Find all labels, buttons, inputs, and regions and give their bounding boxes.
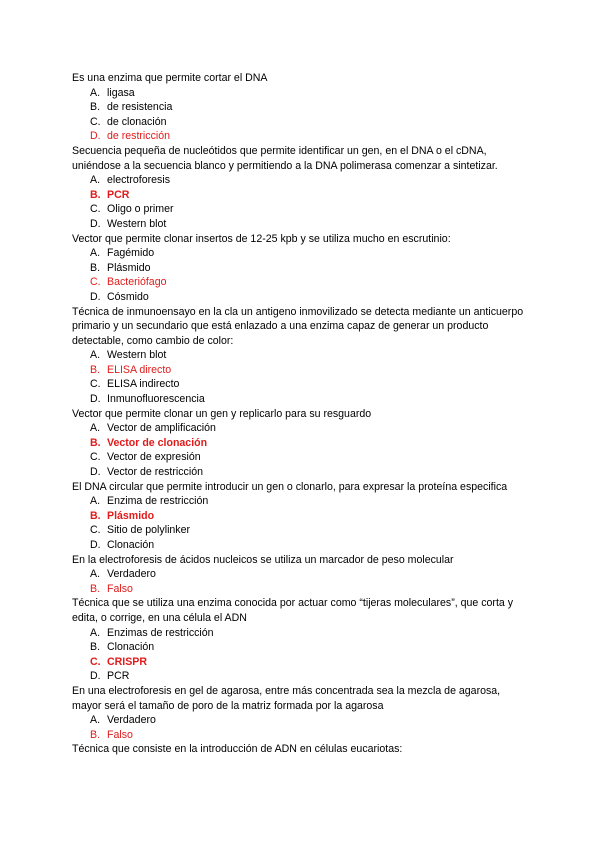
option-text: Enzima de restricción <box>107 495 209 508</box>
answer-options <box>72 567 528 596</box>
option-letter: B. <box>90 261 101 274</box>
question-text: Vector que permite clonar un gen y replicarlo para su resguardo <box>72 407 372 420</box>
option-text: Verdadero <box>107 568 156 581</box>
option-letter: B. <box>90 101 101 114</box>
question-text: Técnica de inmunoensayo en la cla un antigeno inmovilizado se detecta mediante un anticuerpo primario y un secundario que está enlazado a una enzima capaz de generar un producto detectable, como cambio de color: <box>72 305 524 347</box>
answer-options <box>72 246 528 304</box>
answer-option-correct <box>72 655 528 670</box>
option-letter: B. <box>90 728 101 741</box>
option-letter: C. <box>90 115 101 128</box>
option-letter: B. <box>90 509 101 522</box>
answer-option <box>72 392 528 407</box>
option-text: Inmunofluorescencia <box>107 393 205 406</box>
option-letter: A. <box>90 422 101 435</box>
answer-option <box>72 494 528 509</box>
option-text: Cósmido <box>107 290 149 303</box>
option-text: de resistencia <box>107 101 173 114</box>
option-text: Clonación <box>107 539 155 551</box>
option-text: Vector de amplificación <box>107 422 216 435</box>
option-letter: A. <box>90 626 101 639</box>
question-text: El DNA circular que permite introducir un gen o clonarlo, para expresar la proteína especifica <box>72 480 508 493</box>
option-letter: B. <box>90 188 101 201</box>
question-text: Técnica que consiste en la introducción de ADN en células eucariotas: <box>72 743 403 756</box>
question-block <box>72 480 528 553</box>
option-letter: D. <box>90 290 101 303</box>
answer-option-correct <box>72 436 528 451</box>
answer-option <box>72 640 528 655</box>
option-text: Western blot <box>107 217 167 230</box>
option-letter: A. <box>90 174 101 187</box>
answer-option <box>72 567 528 582</box>
answer-option <box>72 669 528 684</box>
option-letter: C. <box>90 655 101 668</box>
option-letter: A. <box>90 86 101 99</box>
answer-option <box>72 173 528 188</box>
answer-option <box>72 713 528 728</box>
answer-option-correct <box>72 188 528 203</box>
option-text: de restricción <box>107 130 170 143</box>
option-letter: B. <box>90 582 101 595</box>
question-text: En la electroforesis de ácidos nucleicos se utiliza un marcador de peso molecular <box>72 553 454 566</box>
answer-option <box>72 86 528 101</box>
answer-option <box>72 261 528 276</box>
option-text: Oligo o primer <box>107 203 174 216</box>
option-text: Plásmido <box>107 261 151 274</box>
answer-option <box>72 450 528 465</box>
question-block <box>72 232 528 305</box>
answer-option <box>72 100 528 115</box>
answer-option-correct <box>72 582 528 597</box>
option-text: Bacteriófago <box>107 276 167 289</box>
answer-options <box>72 86 528 144</box>
option-letter: C. <box>90 451 101 464</box>
option-text: Fagémido <box>107 247 155 260</box>
option-letter: D. <box>90 393 101 406</box>
answer-option <box>72 421 528 436</box>
option-letter: C. <box>90 378 101 391</box>
option-letter: B. <box>90 641 101 654</box>
option-text: Vector de clonación <box>107 436 208 449</box>
answer-option <box>72 538 528 553</box>
answer-option <box>72 217 528 232</box>
answer-option <box>72 377 528 392</box>
option-letter: B. <box>90 436 101 449</box>
option-letter: D. <box>90 670 101 683</box>
answer-options <box>72 348 528 406</box>
question-block <box>72 553 528 597</box>
question-block <box>72 596 528 684</box>
option-text: Western blot <box>107 349 167 362</box>
option-text: ELISA indirecto <box>107 378 180 391</box>
answer-options <box>72 421 528 479</box>
option-letter: D. <box>90 466 101 479</box>
option-letter: C. <box>90 524 101 537</box>
question-text: Secuencia pequeña de nucleótidos que permite identificar un gen, en el DNA o el cDNA, uniéndose a la secuencia blanco y permitiendo a la DNA polimerasa comenzar a sintetizar. <box>72 144 498 172</box>
answer-options <box>72 713 528 742</box>
question-text: En una electroforesis en gel de agarosa, entre más concentrada sea la mezcla de agarosa, mayor será el tamaño de poro de la matriz formada por la agarosa <box>72 684 501 712</box>
option-text: Sitio de polylinker <box>107 524 191 537</box>
answer-options <box>72 173 528 231</box>
option-text: Falso <box>107 582 133 595</box>
option-text: ELISA directo <box>107 363 172 376</box>
option-letter: A. <box>90 568 101 581</box>
option-text: electroforesis <box>107 174 170 187</box>
option-letter: B. <box>90 363 101 376</box>
question-block <box>72 71 528 144</box>
answer-options <box>72 626 528 684</box>
answer-option-correct <box>72 129 528 144</box>
answer-option <box>72 115 528 130</box>
answer-option <box>72 626 528 641</box>
option-text: Verdadero <box>107 714 156 727</box>
option-letter: C. <box>90 276 101 289</box>
option-letter: A. <box>90 714 101 727</box>
question-block <box>72 305 528 407</box>
question-text: Técnica que se utiliza una enzima conocida por actuar como “tijeras moleculares”, que corta y edita, o corrige, en una célula el ADN <box>72 597 514 624</box>
option-letter: C. <box>90 203 101 216</box>
answer-option <box>72 290 528 305</box>
answer-options <box>72 494 528 552</box>
option-letter: A. <box>90 495 101 508</box>
option-text: Vector de expresión <box>107 451 201 464</box>
answer-option <box>72 348 528 363</box>
option-letter: A. <box>90 349 101 362</box>
question-text: Es una enzima que permite cortar el DNA <box>72 72 268 84</box>
answer-option <box>72 523 528 538</box>
option-text: ligasa <box>107 86 135 99</box>
question-block <box>72 144 528 232</box>
answer-option <box>72 202 528 217</box>
option-text: Falso <box>107 728 133 741</box>
answer-option-correct <box>72 509 528 524</box>
option-letter: A. <box>90 247 101 260</box>
option-text: Enzimas de restricción <box>107 626 214 639</box>
option-text: de clonación <box>107 115 167 128</box>
answer-option-correct <box>72 363 528 378</box>
option-text: Vector de restricción <box>107 466 203 479</box>
option-text: PCR <box>107 670 130 683</box>
option-letter: D. <box>90 539 101 551</box>
answer-option-correct <box>72 728 528 743</box>
option-letter: D. <box>90 130 101 143</box>
answer-option <box>72 246 528 261</box>
option-letter: D. <box>90 217 101 230</box>
option-text: Plásmido <box>107 509 155 522</box>
question-text: Vector que permite clonar insertos de 12-25 kpb y se utiliza mucho en escrutinio: <box>72 232 451 245</box>
quiz-document <box>72 71 528 757</box>
question-block <box>72 742 528 757</box>
option-text: CRISPR <box>107 655 148 668</box>
answer-option <box>72 465 528 480</box>
option-text: PCR <box>107 188 130 201</box>
option-text: Clonación <box>107 641 155 654</box>
answer-option-correct <box>72 275 528 290</box>
question-block <box>72 407 528 480</box>
question-block <box>72 684 528 742</box>
